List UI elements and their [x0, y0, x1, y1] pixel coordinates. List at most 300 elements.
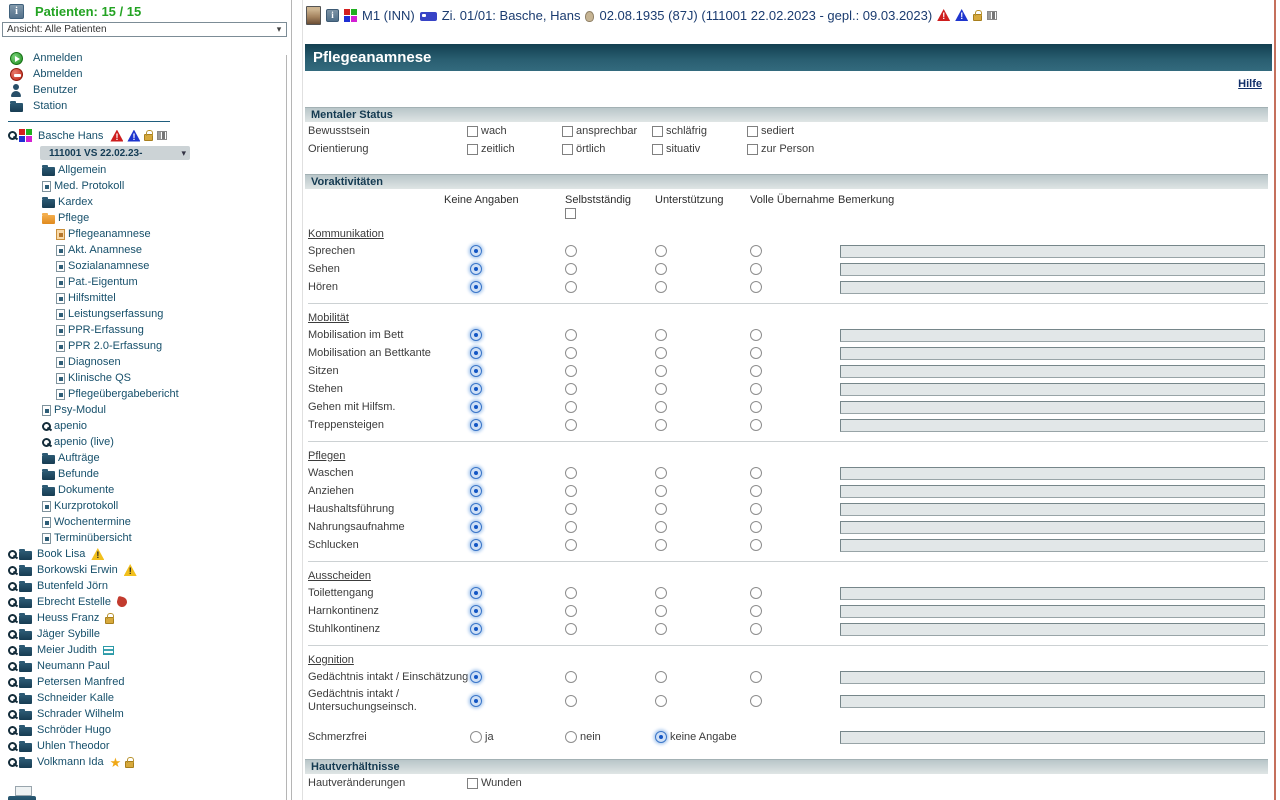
radio-gehen-mit-hilfsm-selbstst-ndig[interactable]: [565, 401, 577, 413]
bemerkung-input-stuhlkontinenz[interactable]: [840, 623, 1265, 636]
activity-label: Treppensteigen: [308, 419, 385, 431]
misc-icon: [157, 131, 167, 140]
patient-row-book-lisa[interactable]: [0, 546, 290, 562]
radio-anziehen-selbstst-ndig[interactable]: [565, 485, 577, 497]
radio-ged-chtnis-intakt-einsch-tzung-keine-angaben[interactable]: [470, 671, 482, 683]
sidebar-item-ppr-erfassung[interactable]: [0, 322, 290, 338]
tree-item-label: Sozialanamnese: [68, 260, 150, 272]
alert-red-icon: [110, 130, 123, 142]
sidebar-item-ppr-2-0-erfassung[interactable]: [0, 338, 290, 354]
radio-sitzen-volle-bernahme[interactable]: [750, 365, 762, 377]
patient-name: Volkmann Ida: [37, 756, 104, 768]
bemerkung-input-sehen[interactable]: [840, 263, 1265, 276]
bed-icon: [420, 12, 437, 21]
radio-nahrungsaufnahme-keine-angaben[interactable]: [470, 521, 482, 533]
radio-schmerzfrei-keine-angabe[interactable]: [655, 731, 667, 743]
sidebar-item-pflegeanamnese[interactable]: [0, 226, 290, 242]
patient-name: Uhlen Theodor: [37, 740, 110, 752]
menu-item-anmelden[interactable]: [0, 50, 290, 66]
option-label: örtlich: [576, 143, 606, 155]
doc-icon: [56, 357, 65, 368]
radio-h-ren-unterst-tzung[interactable]: [655, 281, 667, 293]
group-label-kommunikation: Kommunikation: [308, 227, 384, 240]
radio-mobilisation-an-bettkante-selbstst-ndig[interactable]: [565, 347, 577, 359]
activity-row: [308, 518, 1268, 536]
column-header: Selbstständig: [565, 194, 632, 206]
patient-name: Neumann Paul: [37, 660, 110, 672]
magnifier-icon: [8, 630, 17, 639]
tree-item-label: Pflege: [58, 212, 90, 224]
tree-item-label: PPR-Erfassung: [68, 324, 144, 336]
tree-item-label: Pat.-Eigentum: [68, 276, 138, 288]
doc-icon: [42, 517, 51, 528]
folder-icon: [42, 167, 55, 176]
radio-nahrungsaufnahme-selbstst-ndig[interactable]: [565, 521, 577, 533]
status-squares-icon[interactable]: [344, 9, 357, 22]
radio-ged-chtnis-intakt-untersuchungseinsch-unterst-tzung[interactable]: [655, 695, 667, 707]
group-label-mobilit-t: Mobilität: [308, 311, 349, 324]
magnifier-icon[interactable]: [8, 131, 17, 140]
menu-item-station[interactable]: [0, 98, 290, 114]
radio-sehen-keine-angaben[interactable]: [470, 263, 482, 275]
radio-ged-chtnis-intakt-einsch-tzung-volle-bernahme[interactable]: [750, 671, 762, 683]
sidebar-item-apenio-live[interactable]: [0, 434, 290, 450]
activity-label: Stuhlkontinenz: [308, 623, 381, 635]
sidebar-item-allgemein[interactable]: [0, 162, 290, 178]
bemerkung-input-toilettengang[interactable]: [840, 587, 1265, 600]
activity-row: [308, 242, 1268, 260]
radio-sprechen-selbstst-ndig[interactable]: [565, 245, 577, 257]
radio-sitzen-selbstst-ndig[interactable]: [565, 365, 577, 377]
activity-row: [308, 686, 1268, 716]
magnifier-icon: [8, 758, 17, 767]
patient-name: Book Lisa: [37, 548, 86, 560]
patient-name: Heuss Franz: [37, 612, 100, 624]
room-patient-label: Zi. 01/01: Basche, Hans: [441, 7, 581, 23]
doc-icon: [56, 309, 65, 320]
radio-treppensteigen-volle-bernahme[interactable]: [750, 419, 762, 431]
activity-label: Waschen: [308, 467, 354, 479]
radio-treppensteigen-unterst-tzung[interactable]: [655, 419, 667, 431]
kardex-folder-icon: [19, 727, 32, 736]
bemerkung-input-mobilisation-im-bett[interactable]: [840, 329, 1265, 342]
activity-row: [308, 584, 1268, 602]
option-label: nein: [580, 731, 601, 743]
bemerkung-input-treppensteigen[interactable]: [840, 419, 1265, 432]
radio-schlucken-unterst-tzung[interactable]: [655, 539, 667, 551]
radio-nahrungsaufnahme-volle-bernahme[interactable]: [750, 521, 762, 533]
sidebar-item-leistungserfassung[interactable]: [0, 306, 290, 322]
patient-row-schrader-wilhelm[interactable]: [0, 706, 290, 722]
radio-harnkontinenz-keine-angaben[interactable]: [470, 605, 482, 617]
radio-mobilisation-im-bett-unterst-tzung[interactable]: [655, 329, 667, 341]
frame-border: [1274, 0, 1276, 800]
group-label-ausscheiden: Ausscheiden: [308, 569, 371, 582]
sidebar-item-psy-modul[interactable]: [0, 402, 290, 418]
patient-row-heuss-franz[interactable]: [0, 610, 290, 626]
tree-item-label: Allgemein: [58, 164, 107, 176]
patient-name: Jäger Sybille: [37, 628, 100, 640]
patient-row-schneider-kalle[interactable]: [0, 690, 290, 706]
radio-sehen-volle-bernahme[interactable]: [750, 263, 762, 275]
radio-mobilisation-im-bett-keine-angaben[interactable]: [470, 329, 482, 341]
divider: [308, 441, 1268, 442]
sidebar-item-akt-anamnese[interactable]: [0, 242, 290, 258]
checkbox-schl-frig[interactable]: [652, 126, 663, 137]
radio-harnkontinenz-selbstst-ndig[interactable]: [565, 605, 577, 617]
sidebar-item-auftr-ge[interactable]: [0, 450, 290, 466]
radio-mobilisation-an-bettkante-volle-bernahme[interactable]: [750, 347, 762, 359]
patient-row-meier-judith[interactable]: [0, 642, 290, 658]
radio-sprechen-keine-angaben[interactable]: [470, 245, 482, 257]
radio-sitzen-keine-angaben[interactable]: [470, 365, 482, 377]
patient-row-neumann-paul[interactable]: [0, 658, 290, 674]
radio-harnkontinenz-volle-bernahme[interactable]: [750, 605, 762, 617]
sidebar-item-med-protokoll[interactable]: [0, 178, 290, 194]
tree-item-label: Befunde: [58, 468, 99, 480]
radio-gehen-mit-hilfsm-volle-bernahme[interactable]: [750, 401, 762, 413]
patient-badges: [91, 548, 104, 560]
doc-icon: [56, 293, 65, 304]
radio-schlucken-keine-angaben[interactable]: [470, 539, 482, 551]
radio-ged-chtnis-intakt-untersuchungseinsch-keine-angaben[interactable]: [470, 695, 482, 707]
patient-head-icon: [585, 11, 594, 22]
tree-item-label: Akt. Anamnese: [68, 244, 142, 256]
kardex-folder-icon: [19, 759, 32, 768]
radio-stehen-volle-bernahme[interactable]: [750, 383, 762, 395]
activity-label: Sprechen: [308, 245, 356, 257]
station-folder-icon: [10, 103, 23, 112]
activity-label: Gedächtnis intakt / Einschätzung: [308, 670, 469, 683]
warn-yellow-icon: [91, 548, 104, 560]
sidebar-item-kurzprotokoll[interactable]: [0, 498, 290, 514]
view-filter-value: Ansicht: Alle Patienten: [7, 24, 107, 35]
tree-item-label: Pflegeübergabebericht: [68, 388, 179, 400]
magnifier-icon: [8, 550, 17, 559]
radio-toilettengang-selbstst-ndig[interactable]: [565, 587, 577, 599]
option-label: schläfrig: [666, 125, 707, 137]
tree-item-label: apenio (live): [54, 436, 114, 448]
star-icon: ★: [109, 754, 122, 770]
patient-row-ebrecht-estelle[interactable]: [0, 594, 290, 610]
bemerkung-input-harnkontinenz[interactable]: [840, 605, 1265, 618]
active-patient-badges: [110, 130, 167, 142]
radio-treppensteigen-selbstst-ndig[interactable]: [565, 419, 577, 431]
lock-icon: [144, 134, 153, 141]
radio-stehen-unterst-tzung[interactable]: [655, 383, 667, 395]
radio-nahrungsaufnahme-unterst-tzung[interactable]: [655, 521, 667, 533]
radio-waschen-selbstst-ndig[interactable]: [565, 467, 577, 479]
sidebar-item-pflege[interactable]: [0, 210, 290, 226]
radio-treppensteigen-keine-angaben[interactable]: [470, 419, 482, 431]
menu-item-abmelden[interactable]: [0, 66, 290, 82]
sidebar-scrollbar[interactable]: [286, 55, 287, 800]
group-label-kognition: Kognition: [308, 653, 354, 666]
activity-row: [308, 344, 1268, 362]
checkbox-wach[interactable]: [467, 126, 478, 137]
radio-haushaltsf-hrung-volle-bernahme[interactable]: [750, 503, 762, 515]
active-patient-row[interactable]: [0, 127, 290, 144]
patient-row-j-ger-sybille[interactable]: [0, 626, 290, 642]
sidebar-item-diagnosen[interactable]: [0, 354, 290, 370]
tree-item-label: Psy-Modul: [54, 404, 106, 416]
sidebar-item-hilfsmittel[interactable]: [0, 290, 290, 306]
patient-name: Borkowski Erwin: [37, 564, 118, 576]
sidebar-item-apenio[interactable]: [0, 418, 290, 434]
kardex-folder-icon: [19, 663, 32, 672]
radio-sehen-selbstst-ndig[interactable]: [565, 263, 577, 275]
lock-icon: [973, 14, 982, 21]
radio-stuhlkontinenz-volle-bernahme[interactable]: [750, 623, 762, 635]
bemerkung-input-waschen[interactable]: [840, 467, 1265, 480]
radio-gehen-mit-hilfsm-keine-angaben[interactable]: [470, 401, 482, 413]
status-squares-icon[interactable]: [19, 129, 32, 142]
magnifier-icon: [8, 694, 17, 703]
sidebar-item-dokumente[interactable]: [0, 482, 290, 498]
case-select[interactable]: [40, 146, 190, 160]
checkbox-row: [308, 122, 1268, 140]
radio-stehen-keine-angaben[interactable]: [470, 383, 482, 395]
hand-red-icon: [116, 596, 128, 608]
magnifier-icon: [8, 726, 17, 735]
bemerkung-input-schmerzfrei[interactable]: [840, 731, 1265, 744]
checkbox-wunden[interactable]: [467, 778, 478, 789]
patients-counter-row: [0, 0, 290, 20]
radio-harnkontinenz-unterst-tzung[interactable]: [655, 605, 667, 617]
folder-icon: [42, 455, 55, 464]
checkbox-rtlich[interactable]: [562, 144, 573, 155]
radio-schlucken-selbstst-ndig[interactable]: [565, 539, 577, 551]
card-teal-icon: [103, 646, 114, 655]
doc-icon: [56, 373, 65, 384]
selbststaendig-column-checkbox[interactable]: [565, 208, 576, 219]
option-label: keine Angabe: [670, 731, 737, 743]
bemerkung-input-schlucken[interactable]: [840, 539, 1265, 552]
radio-toilettengang-unterst-tzung[interactable]: [655, 587, 667, 599]
magnifier-icon: [8, 582, 17, 591]
login-icon: [10, 52, 23, 65]
divider: [308, 645, 1268, 646]
bemerkung-input-ged-chtnis-intakt-einsch-tzung[interactable]: [840, 671, 1265, 684]
doc-icon: [56, 245, 65, 256]
radio-sehen-unterst-tzung[interactable]: [655, 263, 667, 275]
chevron-down-icon: ▾: [181, 147, 186, 158]
checkbox-zur-person[interactable]: [747, 144, 758, 155]
doc-icon: [42, 501, 51, 512]
patient-row-schr-der-hugo[interactable]: [0, 722, 290, 738]
sidebar-item-kardex[interactable]: [0, 194, 290, 210]
activity-label: Gehen mit Hilfsm.: [308, 401, 396, 413]
patient-badges: [124, 564, 137, 576]
option-label: zur Person: [761, 143, 815, 155]
sidebar-item-pflege-bergabebericht[interactable]: [0, 386, 290, 402]
patient-row-uhlen-theodor[interactable]: [0, 738, 290, 754]
bemerkung-input-gehen-mit-hilfsm[interactable]: [840, 401, 1265, 414]
activity-label: Sitzen: [308, 365, 339, 377]
bemerkung-input-sitzen[interactable]: [840, 365, 1265, 378]
alert-red-icon[interactable]: [937, 9, 950, 21]
q-logo-icon: [42, 438, 51, 447]
patient-list: [0, 546, 290, 770]
kardex-folder-icon: [19, 695, 32, 704]
magnifier-icon: [8, 742, 17, 751]
patient-name: Schröder Hugo: [37, 724, 111, 736]
radio-ged-chtnis-intakt-untersuchungseinsch-volle-bernahme[interactable]: [750, 695, 762, 707]
bemerkung-input-sprechen[interactable]: [840, 245, 1265, 258]
misc-icon: [987, 11, 997, 20]
radio-gehen-mit-hilfsm-unterst-tzung[interactable]: [655, 401, 667, 413]
sidebar-item-klinische-qs[interactable]: [0, 370, 290, 386]
bemerkung-input-h-ren[interactable]: [840, 281, 1265, 294]
case-select-value: 111001 VS 22.02.23-: [49, 147, 143, 159]
magnifier-icon: [8, 678, 17, 687]
kardex-folder-icon: [19, 583, 32, 592]
pflegeanamnese-form: [303, 107, 1274, 792]
doc-icon: [56, 261, 65, 272]
radio-waschen-keine-angaben[interactable]: [470, 467, 482, 479]
kardex-folder-icon: [19, 631, 32, 640]
radio-waschen-volle-bernahme[interactable]: [750, 467, 762, 479]
column-header: Keine Angaben: [444, 194, 519, 206]
info-icon[interactable]: i: [9, 4, 24, 19]
divider: [308, 561, 1268, 562]
radio-mobilisation-im-bett-selbstst-ndig[interactable]: [565, 329, 577, 341]
activity-row: [308, 278, 1268, 296]
activity-label: Harnkontinenz: [308, 605, 379, 617]
patient-name: Schneider Kalle: [37, 692, 115, 704]
bemerkung-input-mobilisation-an-bettkante[interactable]: [840, 347, 1265, 360]
checkbox-row: [308, 140, 1268, 158]
radio-stuhlkontinenz-keine-angaben[interactable]: [470, 623, 482, 635]
lock-icon: [105, 617, 114, 624]
activity-row: [308, 464, 1268, 482]
sidebar-item-pat-eigentum[interactable]: [0, 274, 290, 290]
radio-mobilisation-im-bett-volle-bernahme[interactable]: [750, 329, 762, 341]
radio-haushaltsf-hrung-selbstst-ndig[interactable]: [565, 503, 577, 515]
pain-row: [308, 728, 1268, 746]
radio-toilettengang-keine-angaben[interactable]: [470, 587, 482, 599]
activity-label: Sehen: [308, 263, 340, 275]
radio-mobilisation-an-bettkante-keine-angaben[interactable]: [470, 347, 482, 359]
activity-label: Schlucken: [308, 539, 359, 551]
patient-name: Schrader Wilhelm: [37, 708, 124, 720]
alert-blue-icon[interactable]: [955, 9, 968, 21]
radio-anziehen-volle-bernahme[interactable]: [750, 485, 762, 497]
activity-row: [308, 620, 1268, 638]
checkbox-ansprechbar[interactable]: [562, 126, 573, 137]
doc-icon: [56, 325, 65, 336]
print-button[interactable]: [8, 786, 38, 800]
bemerkung-input-ged-chtnis-intakt-untersuchungseinsch[interactable]: [840, 695, 1265, 708]
checkbox-zeitlich[interactable]: [467, 144, 478, 155]
sidebar-item-befunde[interactable]: [0, 466, 290, 482]
activity-row: [308, 602, 1268, 620]
radio-h-ren-keine-angaben[interactable]: [470, 281, 482, 293]
lock-icon: [125, 761, 134, 768]
menu-label: Benutzer: [33, 84, 78, 96]
sidebar: [0, 0, 290, 800]
section-voraktivitaeten: Voraktivitäten: [305, 174, 1268, 189]
bemerkung-input-nahrungsaufnahme[interactable]: [840, 521, 1265, 534]
radio-waschen-unterst-tzung[interactable]: [655, 467, 667, 479]
folder-icon: [42, 487, 55, 496]
menu-item-benutzer[interactable]: [0, 82, 290, 98]
checkbox-situativ[interactable]: [652, 144, 663, 155]
radio-h-ren-selbstst-ndig[interactable]: [565, 281, 577, 293]
option-label: situativ: [666, 143, 701, 155]
radio-anziehen-unterst-tzung[interactable]: [655, 485, 667, 497]
patient-topbar: [303, 0, 1274, 30]
patients-counter: Patienten: 15 / 15: [35, 4, 142, 19]
view-filter-select[interactable]: [2, 22, 287, 37]
user-icon: [10, 84, 23, 97]
bemerkung-input-anziehen[interactable]: [840, 485, 1265, 498]
radio-stuhlkontinenz-unterst-tzung[interactable]: [655, 623, 667, 635]
alert-blue-icon: [127, 130, 140, 142]
folder-icon: [42, 471, 55, 480]
sidebar-item-termin-bersicht[interactable]: [0, 530, 290, 546]
patient-name: Butenfeld Jörn: [37, 580, 108, 592]
radio-sprechen-volle-bernahme[interactable]: [750, 245, 762, 257]
activity-label: Toilettengang: [308, 587, 374, 599]
activity-label: Stehen: [308, 383, 343, 395]
patient-badges: [103, 646, 114, 655]
tree-item-label: Diagnosen: [68, 356, 121, 368]
radio-schlucken-volle-bernahme[interactable]: [750, 539, 762, 551]
help-link[interactable]: Hilfe: [1238, 78, 1262, 90]
radio-sprechen-unterst-tzung[interactable]: [655, 245, 667, 257]
radio-toilettengang-volle-bernahme[interactable]: [750, 587, 762, 599]
radio-schmerzfrei-ja[interactable]: [470, 731, 482, 743]
patient-badges: [117, 597, 127, 607]
radio-stehen-selbstst-ndig[interactable]: [565, 383, 577, 395]
radio-haushaltsf-hrung-unterst-tzung[interactable]: [655, 503, 667, 515]
info-icon[interactable]: i: [326, 9, 339, 22]
column-checkbox-row: [308, 206, 1268, 220]
main-panel: [303, 0, 1274, 800]
radio-anziehen-keine-angaben[interactable]: [470, 485, 482, 497]
radio-ged-chtnis-intakt-einsch-tzung-unterst-tzung[interactable]: [655, 671, 667, 683]
q-logo-icon: [42, 422, 51, 431]
splitter[interactable]: [291, 0, 292, 800]
active-patient-name[interactable]: Basche Hans: [38, 129, 104, 142]
section-mentaler-status: Mentaler Status: [305, 107, 1268, 122]
radio-ged-chtnis-intakt-untersuchungseinsch-selbstst-ndig[interactable]: [565, 695, 577, 707]
radio-mobilisation-an-bettkante-unterst-tzung[interactable]: [655, 347, 667, 359]
radio-schmerzfrei-nein[interactable]: [565, 731, 577, 743]
sidebar-item-wochentermine[interactable]: [0, 514, 290, 530]
activity-label: Nahrungsaufnahme: [308, 521, 405, 533]
radio-sitzen-unterst-tzung[interactable]: [655, 365, 667, 377]
patient-photo[interactable]: [306, 6, 321, 25]
radio-h-ren-volle-bernahme[interactable]: [750, 281, 762, 293]
patient-row-petersen-manfred[interactable]: [0, 674, 290, 690]
patient-row-butenfeld-j-rn[interactable]: [0, 578, 290, 594]
radio-ged-chtnis-intakt-einsch-tzung-selbstst-ndig[interactable]: [565, 671, 577, 683]
patient-details: 02.08.1935 (87J) (111001 22.02.2023 - gepl.: 09.03.2023): [599, 7, 933, 23]
bemerkung-input-haushaltsf-hrung[interactable]: [840, 503, 1265, 516]
radio-haushaltsf-hrung-keine-angaben[interactable]: [470, 503, 482, 515]
bemerkung-input-stehen[interactable]: [840, 383, 1265, 396]
sidebar-item-sozialanamnese[interactable]: [0, 258, 290, 274]
doc-active-icon: [56, 229, 65, 240]
patient-row-volkmann-ida[interactable]: [0, 754, 290, 770]
patient-row-borkowski-erwin[interactable]: [0, 562, 290, 578]
radio-stuhlkontinenz-selbstst-ndig[interactable]: [565, 623, 577, 635]
kardex-folder-icon: [19, 599, 32, 608]
checkbox-sediert[interactable]: [747, 126, 758, 137]
option-label: ja: [485, 731, 494, 743]
